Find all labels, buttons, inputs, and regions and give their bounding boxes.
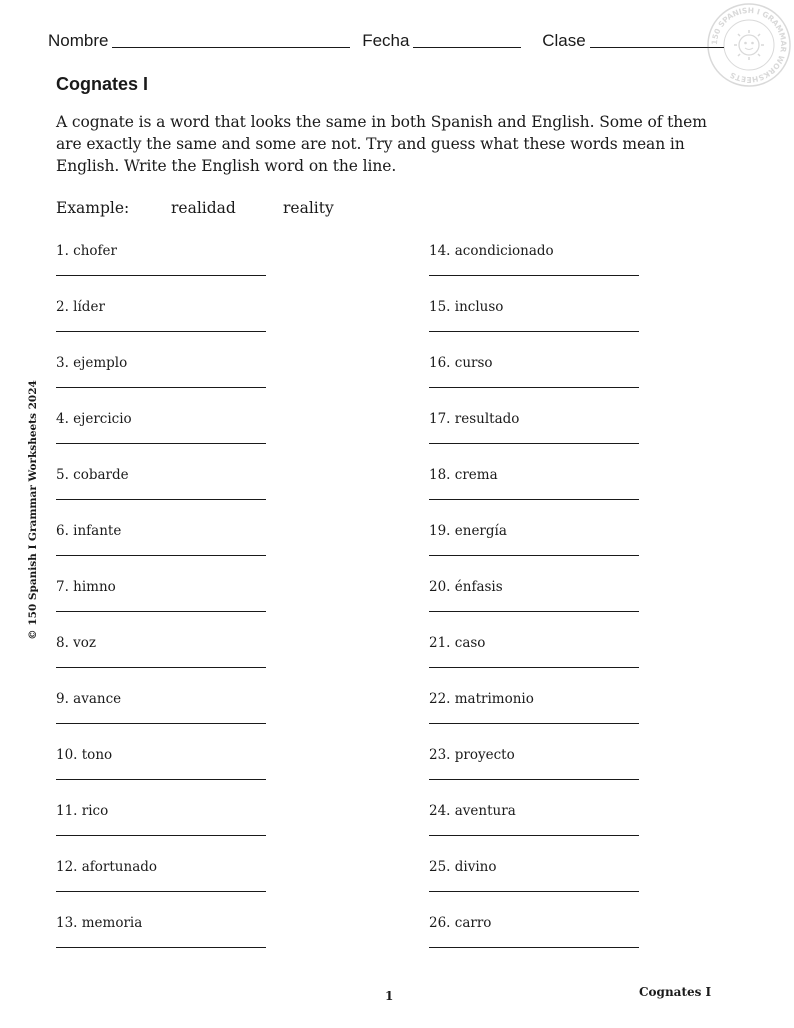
vocabulary-item (429, 354, 639, 372)
answer-line[interactable] (56, 611, 266, 612)
vocabulary-item (56, 858, 266, 876)
vocabulary-item (56, 298, 266, 316)
vocabulary-item (56, 914, 266, 932)
footer-title: Cognates I (639, 985, 712, 999)
vocabulary-item (56, 746, 266, 764)
page-number: 1 (385, 989, 394, 1003)
answer-line[interactable] (429, 891, 639, 892)
vocabulary-item (429, 914, 639, 932)
spanish-word: 8. voz (56, 635, 97, 651)
sun-mascot-icon (734, 30, 764, 60)
spanish-word: 23. proyecto (429, 747, 515, 763)
answer-line[interactable] (56, 555, 266, 556)
svg-text:150 SPANISH I GRAMMAR WORKSHEE (710, 6, 788, 84)
spanish-word: 21. caso (429, 635, 486, 651)
copyright-side-text: © 150 Spanish I Grammar Worksheets 2024 (27, 380, 39, 640)
answer-line[interactable] (429, 667, 639, 668)
vocabulary-item (56, 802, 266, 820)
example-label: Example: (56, 199, 130, 217)
answer-line[interactable] (56, 275, 266, 276)
date-label: Fecha (362, 31, 410, 50)
answer-line[interactable] (429, 779, 639, 780)
spanish-word: 22. matrimonio (429, 691, 534, 707)
vocabulary-item (429, 466, 639, 484)
answer-line[interactable] (429, 275, 639, 276)
spanish-word: 20. énfasis (429, 579, 503, 595)
vocabulary-item (56, 634, 266, 652)
spanish-word: 11. rico (56, 803, 109, 819)
class-blank-line[interactable] (590, 30, 724, 48)
student-info-header (48, 30, 724, 51)
name-label: Nombre (48, 31, 109, 50)
spanish-word: 4. ejercicio (56, 411, 132, 427)
answer-line[interactable] (56, 723, 266, 724)
vocabulary-item (429, 242, 639, 260)
vocabulary-item (56, 242, 266, 260)
answer-line[interactable] (56, 443, 266, 444)
example-spanish-word: realidad (171, 199, 236, 217)
spanish-word: 19. energía (429, 523, 507, 539)
spanish-word: 25. divino (429, 859, 497, 875)
name-blank-line[interactable] (112, 30, 350, 48)
answer-line[interactable] (56, 779, 266, 780)
worksheet-logo (706, 2, 792, 88)
answer-line[interactable] (429, 387, 639, 388)
spanish-word: 16. curso (429, 355, 493, 371)
vocabulary-item (56, 466, 266, 484)
vocabulary-item (56, 354, 266, 372)
answer-line[interactable] (429, 499, 639, 500)
vocabulary-item (429, 522, 639, 540)
spanish-word: 17. resultado (429, 411, 520, 427)
vocabulary-item (429, 298, 639, 316)
answer-line[interactable] (429, 555, 639, 556)
spanish-word: 14. acondicionado (429, 243, 554, 259)
spanish-word: 26. carro (429, 915, 492, 931)
vocabulary-item (56, 522, 266, 540)
answer-line[interactable] (429, 723, 639, 724)
spanish-word: 13. memoria (56, 915, 143, 931)
vocabulary-item (56, 410, 266, 428)
spanish-word: 5. cobarde (56, 467, 129, 483)
answer-line[interactable] (429, 443, 639, 444)
answer-line[interactable] (56, 835, 266, 836)
vocabulary-item (429, 578, 639, 596)
spanish-word: 18. crema (429, 467, 498, 483)
answer-line[interactable] (56, 947, 266, 948)
vocabulary-item (429, 746, 639, 764)
page-title: Cognates I (56, 74, 149, 94)
spanish-word: 3. ejemplo (56, 355, 128, 371)
logo-ring-text: 150 SPANISH I GRAMMAR WORKSHEETS (709, 5, 789, 85)
class-label: Clase (542, 31, 586, 50)
vocabulary-item (429, 634, 639, 652)
vocabulary-item (429, 690, 639, 708)
answer-line[interactable] (429, 331, 639, 332)
answer-line[interactable] (56, 499, 266, 500)
example-english-word: reality (283, 199, 334, 217)
vocabulary-item (429, 858, 639, 876)
instructions-paragraph: A cognate is a word that looks the same in both Spanish and English. Some of them are exactly the same and some are not. Try and guess what these words mean in English. Write the English word on the line. (56, 113, 707, 175)
answer-line[interactable] (56, 331, 266, 332)
spanish-word: 24. aventura (429, 803, 516, 819)
vocabulary-item (56, 690, 266, 708)
date-blank-line[interactable] (413, 30, 521, 48)
spanish-word: 12. afortunado (56, 859, 158, 875)
spanish-word: 2. líder (56, 299, 105, 315)
answer-line[interactable] (56, 387, 266, 388)
answer-line[interactable] (429, 611, 639, 612)
spanish-word: 9. avance (56, 691, 122, 707)
vocabulary-item (429, 410, 639, 428)
answer-line[interactable] (56, 891, 266, 892)
spanish-word: 6. infante (56, 523, 122, 539)
answer-line[interactable] (429, 947, 639, 948)
answer-line[interactable] (429, 835, 639, 836)
spanish-word: 1. chofer (56, 243, 117, 259)
vocabulary-item (429, 802, 639, 820)
spanish-word: 10. tono (56, 747, 113, 763)
spanish-word: 7. himno (56, 579, 116, 595)
spanish-word: 15. incluso (429, 299, 504, 315)
vocabulary-item (56, 578, 266, 596)
answer-line[interactable] (56, 667, 266, 668)
